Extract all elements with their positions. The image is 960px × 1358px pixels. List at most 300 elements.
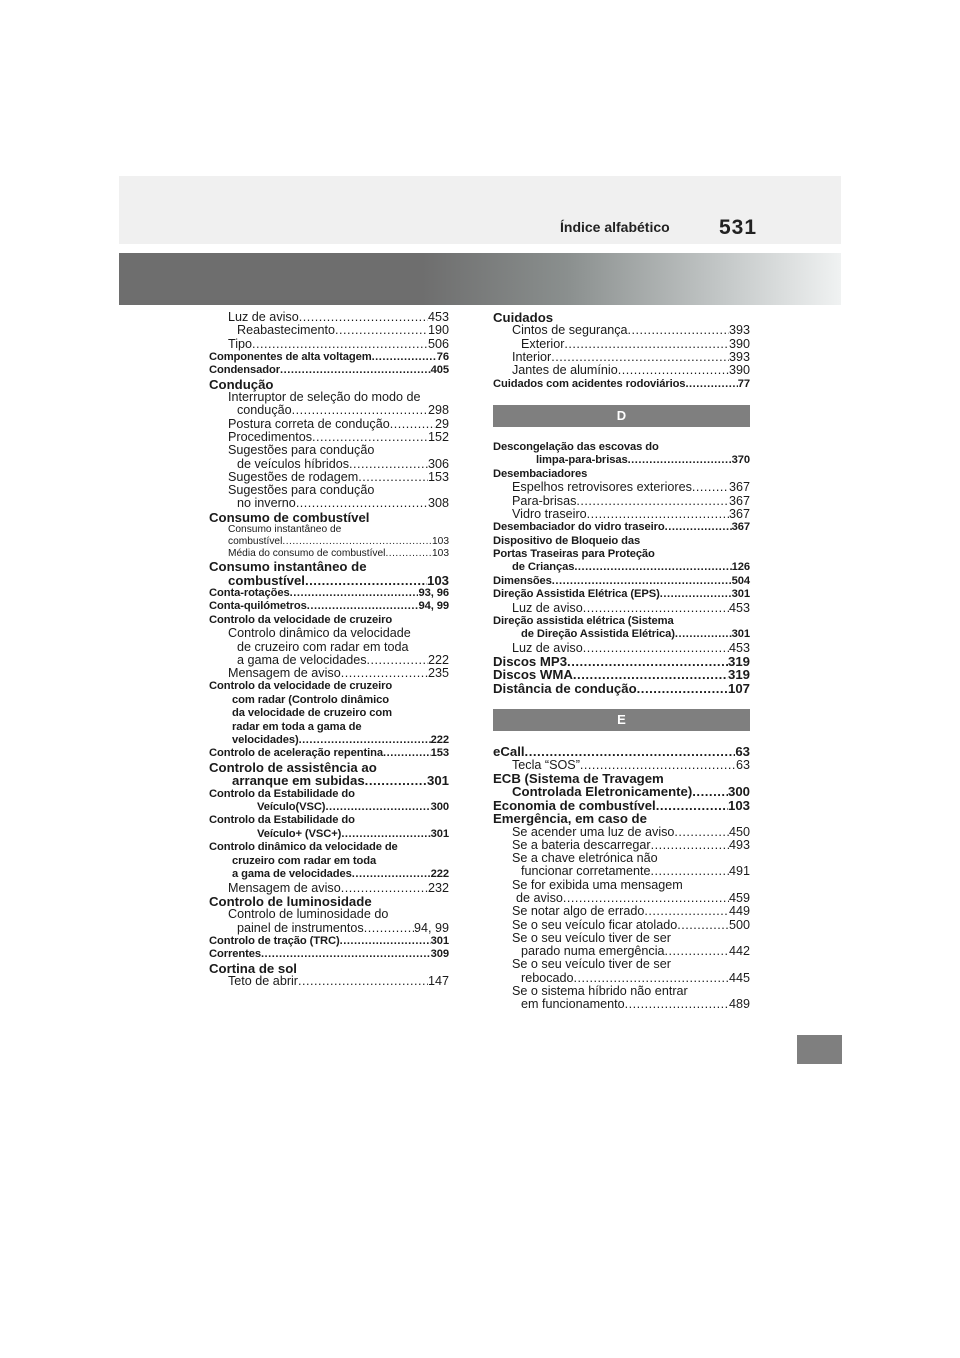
index-entry [493,826,750,839]
index-entry-text: Conta-quilómetros [209,600,307,613]
index-entry [209,536,449,548]
index-entry [209,641,449,654]
index-entry-page: 301 [731,588,750,601]
index-entry-page: 459 [728,890,750,905]
dot-leader [628,324,729,337]
dot-leader [637,682,728,695]
index-entry [209,627,449,640]
index-entry-text: no inverno [237,496,296,511]
index-entry-text: Luz de aviso [512,640,583,655]
dot-leader [341,828,430,841]
dot-leader [365,774,427,787]
dot-leader [280,364,431,377]
index-entry-page: 450 [728,824,750,839]
dot-leader [644,905,729,918]
index-entry-page: 453 [427,310,449,324]
index-entry-page: 493 [728,837,750,852]
index-entry [209,721,449,734]
dot-leader [692,481,729,494]
index-entry-text: Cuidados com acidentes rodoviários [493,377,686,390]
index-entry [493,338,750,351]
index-entry [209,324,449,337]
index-entry-text: Correntes [209,948,261,961]
index-entry [209,667,449,680]
index-entry-text: Discos MP3 [493,653,568,669]
index-entry-text: Se o seu veículo ficar atolado [512,917,678,932]
index-entry-page: 442 [728,944,750,959]
index-entry-page: 370 [731,454,750,467]
index-entry-text: Controlo dinâmico da velocidade [228,626,411,641]
dot-leader [282,536,432,548]
index-entry-text: de aviso [516,890,563,905]
index-entry-text: Controlo da velocidade de cruzeiro [209,680,393,693]
index-entry-page: 153 [430,747,449,760]
index-entry-page: 76 [436,350,449,363]
index-entry-text: velocidades) [232,734,299,747]
index-entry-text: da velocidade de cruzeiro com [232,707,392,720]
index-entry-page: 126 [731,561,750,574]
index-entry-page: 390 [728,336,750,351]
index-entry-text: Direção assistida elétrica (Sistema [493,614,674,627]
dot-leader [583,602,729,615]
dot-leader [665,945,729,958]
index-entry-text: Sugestões para condução [228,443,375,458]
index-entry-page: 147 [427,974,449,989]
index-entry [209,935,449,948]
dot-leader [574,561,731,574]
index-entry [209,338,449,351]
index-entry [493,495,750,508]
index-entry [209,391,449,404]
index-entry-page: 103 [432,548,449,560]
index-entry-text: Cortina de sol [209,960,297,976]
index-entry-text: arranque em subidas [232,773,365,789]
index-entry [209,560,449,573]
header-gradient-band [119,253,841,305]
index-entry-page: 453 [728,640,750,655]
dot-leader [675,628,732,641]
dot-leader [372,351,437,364]
index-entry-text: Consumo instantâneo de [228,524,342,536]
dot-leader [341,882,428,895]
index-entry-text: Controlo de luminosidade do [228,907,389,922]
index-entry [209,364,449,377]
index-entry-text: Condensador [209,364,281,377]
index-entry-text: Luz de aviso [228,310,299,324]
index-entry [209,882,449,895]
index-entry [493,932,750,945]
dot-leader [580,759,736,772]
dot-leader [567,655,728,668]
index-entry-text: Emergência, em caso de [493,811,647,827]
index-entry [493,852,750,865]
index-entry-page: 63 [735,757,750,772]
index-entry [493,865,750,878]
index-entry-page: 300 [430,801,449,814]
dot-leader [674,826,729,839]
index-entry-text: Dimensões [493,574,552,587]
dot-leader [574,972,729,985]
index-entry-text: ECB (Sistema de Travagem [493,770,664,786]
index-entry-text: de Crianças [512,561,575,574]
index-entry-text: Cintos de segurança [512,323,628,338]
index-entry-text: funcionar corretamente [521,864,651,879]
index-entry-page: 77 [737,377,750,390]
dot-leader [364,922,414,935]
index-entry [493,548,750,561]
section-thumb-tab [797,1035,842,1064]
index-entry-text: de Direção Assistida Elétrica) [521,628,675,641]
index-entry-text: Interruptor de seleção do modo de [228,390,421,405]
index-entry [209,351,449,364]
index-column-left [209,311,449,988]
index-entry [209,707,449,720]
index-entry-page: 445 [728,970,750,985]
index-entry-page: 319 [727,667,750,683]
index-entry [493,958,750,971]
index-entry [209,774,449,787]
index-entry-text: Controlo de tração (TRC) [209,934,340,947]
dot-leader [625,998,729,1011]
dot-leader [618,364,729,377]
index-entry-text: Componentes de alta voltagem [209,350,372,363]
index-entry-text: Controlo da Estabilidade do [209,787,355,800]
index-entry-text: Tipo [228,336,253,351]
dot-leader [564,338,729,351]
index-entry-text: cruzeiro com radar em toda [232,854,377,867]
index-entry-page: 319 [727,653,750,669]
dot-leader [587,508,729,521]
index-entry-text: com radar (Controlo dinâmico [232,693,389,706]
index-entry-text: eCall [493,744,525,760]
dot-leader [261,948,431,961]
index-entry-text: Controlada Eletronicamente) [512,784,693,800]
index-entry-page: 29 [434,416,449,431]
index-entry [493,575,750,588]
index-entry-text: Procedimentos [228,430,312,444]
index-entry-text: Controlo dinâmico da velocidade de [209,841,398,854]
dot-leader [341,667,428,680]
index-entry-text: Interior [512,350,552,364]
index-entry-text: limpa-para-brisas [536,454,628,467]
index-entry [209,680,449,693]
index-entry-text: Média do consumo de combustível [228,548,386,560]
dot-leader [656,799,728,812]
index-entry [493,668,750,681]
index-entry [209,311,449,324]
index-entry [209,694,449,707]
index-entry-page: 93, 96 [418,587,449,599]
index-entry-page: 103 [426,572,449,588]
index-entry-page: 306 [427,456,449,471]
index-entry [493,311,750,324]
dot-leader [552,575,732,588]
index-entry-page: 63 [735,744,750,760]
index-entry-text: Consumo instantâneo de [209,559,367,575]
dot-leader [252,338,428,351]
index-entry-page: 367 [728,480,750,495]
index-entry-page: 94, 99 [418,600,449,613]
index-entry-page: 491 [728,864,750,879]
index-entry [493,655,750,668]
index-entry [209,814,449,827]
index-entry [493,745,750,758]
dot-leader [298,975,428,988]
index-entry [493,364,750,377]
index-entry [209,484,449,497]
index-entry-text: Se a chave eletrónica não [512,851,658,866]
index-entry [209,841,449,854]
index-entry-page: 301 [430,827,449,840]
index-entry-text: Distância de condução [493,680,637,696]
dot-leader [551,351,729,364]
index-entry [209,922,449,935]
index-entry-page: 107 [727,680,750,696]
index-entry [493,799,750,812]
index-entry [209,908,449,921]
dot-leader [358,471,428,484]
index-entry [493,378,750,391]
index-entry-text: Mensagem de aviso [228,666,341,681]
index-entry [209,471,449,484]
index-entry-page: 504 [731,574,750,587]
index-entry-text: combustível [228,536,283,548]
index-entry-page: 453 [728,600,750,615]
index-entry [493,521,750,534]
dot-leader [665,521,732,534]
index-entry-text: Tecla “SOS” [512,757,580,772]
index-entry [209,378,449,391]
index-entry-text: Conta-rotações [209,587,290,599]
index-entry-text: Espelhos retrovisores exteriores [512,480,692,495]
page-title: Índice alfabético [560,219,670,235]
index-entry [209,614,449,627]
index-entry-text: Portas Traseiras para Proteção [493,547,655,560]
dot-leader [685,378,737,391]
index-entry [209,574,449,587]
index-entry [493,772,750,785]
index-entry [209,801,449,814]
index-entry-page: 300 [727,784,750,800]
index-entry [493,508,750,521]
dot-leader [367,654,428,667]
index-entry-page: 190 [427,323,449,338]
index-entry [493,441,750,454]
index-entry [209,788,449,801]
dot-leader [660,588,732,601]
index-entry-page: 405 [430,364,449,377]
index-entry-page: 103 [432,536,449,548]
index-entry [493,985,750,998]
index-entry-text: Reabastecimento [237,323,336,338]
index-entry-page: 222 [430,868,449,881]
index-entry [493,945,750,958]
index-entry [209,404,449,417]
dot-leader [349,458,428,471]
index-entry-text: Postura correta de condução [228,416,390,431]
index-entry [209,747,449,760]
dot-leader [290,587,419,600]
index-entry [493,879,750,892]
index-entry-text: Controlo de luminosidade [209,893,372,909]
dot-leader [296,497,428,510]
index-entry [209,654,449,667]
index-entry [209,524,449,536]
index-entry-text: de veículos híbridos [237,456,350,471]
index-entry-text: parado numa emergência [521,944,665,959]
index-entry [493,602,750,615]
index-entry-text: Se a bateria descarregar [512,837,651,852]
index-entry-page: 152 [427,430,449,444]
section-letter-header: D [493,405,750,427]
index-entry-text: Luz de aviso [512,600,583,615]
index-entry-page: 500 [728,917,750,932]
index-entry-page: 393 [728,350,750,364]
index-entry [493,615,750,628]
index-entry [209,895,449,908]
index-entry-page: 390 [728,363,750,378]
index-entry [209,828,449,841]
dot-leader [390,418,435,431]
dot-leader [299,734,431,747]
index-entry [209,868,449,881]
index-entry-page: 506 [427,336,449,351]
index-entry [493,481,750,494]
index-entry-page: 94, 99 [413,920,449,935]
index-entry-page: 367 [728,493,750,508]
dot-leader [677,919,729,932]
index-entry [493,468,750,481]
index-entry [209,458,449,471]
index-entry [493,535,750,548]
page-number: 531 [719,216,758,239]
dot-leader [576,495,729,508]
index-entry [209,511,449,524]
dot-leader [385,548,432,560]
index-entry [493,892,750,905]
index-entry-page: 235 [427,666,449,681]
dot-leader [563,892,729,905]
index-entry-page: 222 [427,652,449,667]
index-entry-text: Direção Assistida Elétrica (EPS) [493,588,660,601]
dot-leader [628,454,732,467]
index-entry [493,454,750,467]
index-entry [493,642,750,655]
index-entry [493,839,750,852]
dot-leader [292,404,428,417]
index-entry-text: Desembaciador do vidro traseiro [493,521,665,534]
index-entry-text: Se o seu veículo tiver de ser [512,957,671,972]
index-entry [493,628,750,641]
index-entry-text: Veículo(VSC) [257,801,326,814]
index-entry-page: 308 [427,496,449,511]
index-entry-text: Controlo da velocidade de cruzeiro [209,613,393,626]
index-entry [493,682,750,695]
index-entry-text: Se o sistema híbrido não entrar [512,984,688,999]
index-entry-text: Discos WMA [493,667,573,683]
index-entry-text: Dispositivo de Bloqueio das [493,534,641,547]
index-entry [493,812,750,825]
index-entry-page: 489 [728,997,750,1012]
index-entry-page: 367 [731,521,750,534]
index-entry [209,600,449,613]
index-entry-page: 301 [731,628,750,641]
dot-leader [583,642,729,655]
dot-leader [335,324,428,337]
dot-leader [305,574,427,587]
index-entry-text: Se notar algo de errado [512,904,645,919]
index-entry-page: 232 [427,880,449,895]
index-entry [209,855,449,868]
index-entry-text: painel de instrumentos [237,920,364,935]
index-entry-text: Mensagem de aviso [228,880,341,895]
index-entry [493,759,750,772]
index-entry-text: Exterior [521,336,565,351]
section-letter-header: E [493,709,750,731]
index-entry-page: 222 [430,734,449,747]
index-entry-text: Descongelação das escovas do [493,441,659,453]
index-column-right [493,311,750,1012]
index-entry-page: 103 [727,797,750,813]
index-entry-text: Controlo de assistência ao [209,759,377,775]
index-entry [209,948,449,961]
index-entry-text: Controlo de aceleração repentina [209,747,383,760]
index-entry [209,975,449,988]
index-entry-text: Se o seu veículo tiver de ser [512,930,671,945]
index-entry [493,919,750,932]
dot-leader [692,785,728,798]
index-entry-text: a gama de velocidades [237,652,367,667]
index-entry-text: Cuidados [493,310,554,325]
index-entry-page: 393 [728,323,750,338]
index-entry [493,561,750,574]
index-entry [209,734,449,747]
index-entry-page: 298 [427,403,449,418]
index-entry [493,324,750,337]
index-entry-text: de cruzeiro com radar em toda [237,639,409,654]
index-entry [493,998,750,1011]
index-entry-page: 301 [426,773,449,789]
index-entry-text: Sugestões para condução [228,483,375,498]
index-entry [493,785,750,798]
index-entry-text: Desembaciadores [493,467,588,480]
index-entry-text: Para-brisas [512,493,577,508]
index-entry [209,587,449,600]
index-entry-text: Se for exibida uma mensagem [512,877,683,892]
dot-leader [340,935,431,948]
index-entry-text: em funcionamento [521,997,625,1012]
index-entry [493,905,750,918]
index-entry-text: Economia de combustível [493,797,656,813]
dot-leader [352,868,431,881]
dot-leader [573,668,728,681]
index-entry [493,972,750,985]
dot-leader [651,839,729,852]
index-entry-text: Condução [209,376,274,392]
index-entry-text: Sugestões de rodagem [228,469,359,484]
index-entry-text: combustível [228,572,305,588]
dot-leader [325,801,430,814]
index-entry [493,351,750,364]
dot-leader [307,600,419,613]
index-entry-text: Vidro traseiro [512,506,587,521]
index-entry-text: a gama de velocidades [232,868,352,881]
index-entry-page: 309 [430,948,449,961]
index-entry-text: rebocado [521,970,574,985]
index-entry-text: Consumo de combustível [209,509,370,525]
index-entry-page: 449 [728,904,750,919]
index-entry [209,497,449,510]
